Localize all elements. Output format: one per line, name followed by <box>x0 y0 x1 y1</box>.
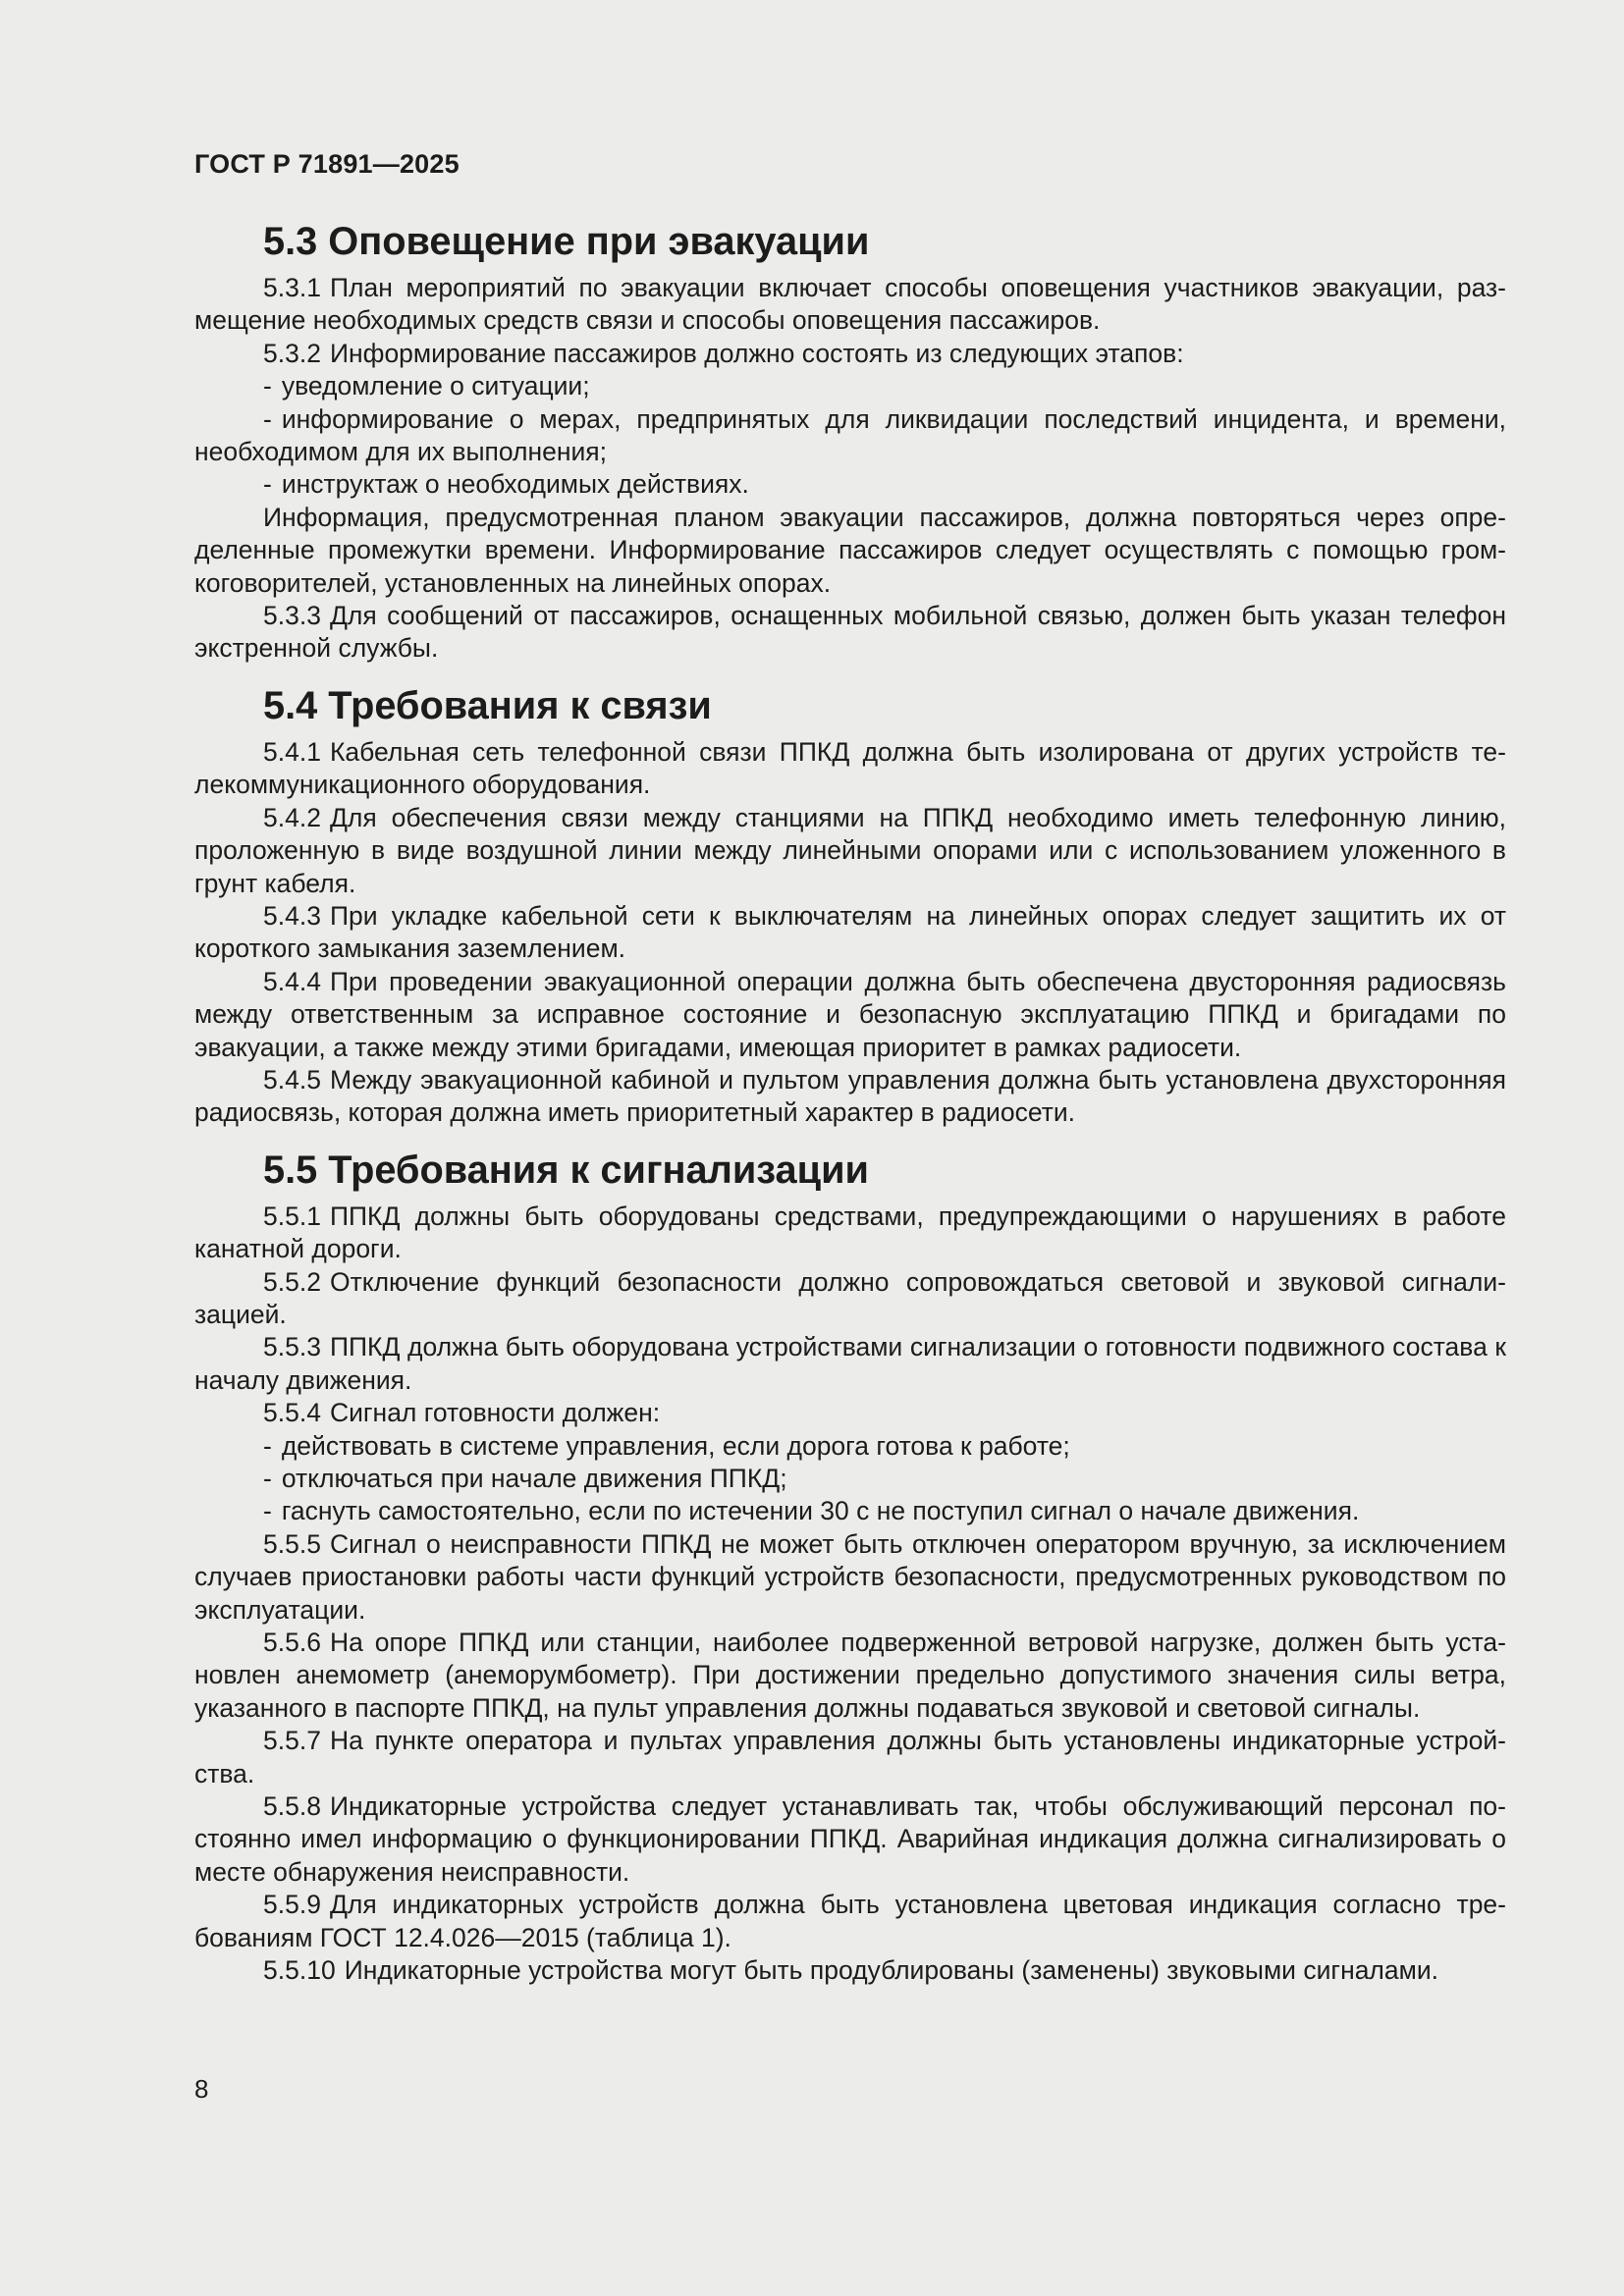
section-heading: 5.4 Требования к связи <box>263 683 712 727</box>
paragraph <box>194 1790 1506 1889</box>
list-item-text: уведомление о ситуации; <box>281 371 590 401</box>
clause-number: 5.5.9 <box>263 1890 321 1920</box>
clause-number: 5.5.10 <box>263 1955 336 1986</box>
list-item-text: отключаться при начале движения ППКД; <box>281 1464 787 1493</box>
section-heading: 5.5 Требования к сигнализации <box>263 1148 869 1192</box>
paragraph-text: На опоре ППКД или станции, наиболее подверженной ветровой нагрузке, должен быть установлен анемометр (анеморумбометр). При достижении предельно допустимого значения силы ветра, указанного в паспорте ППКД, на пульт управления должны подаваться звуковой и световой сигналы. <box>194 1628 1506 1723</box>
list-item-text: гаснуть самостоятельно, если по истечении 30 с не поступил сигнал о начале движения. <box>281 1496 1360 1526</box>
paragraph <box>194 1266 1506 1332</box>
clause-number: 5.5.8 <box>263 1791 321 1822</box>
paragraph <box>194 1331 1506 1397</box>
paragraph <box>194 1064 1506 1130</box>
paragraph-text: При укладке кабельной сети к выключателям на линейных опорах следует защитить их от короткого замыкания заземлением. <box>194 900 1506 964</box>
list-item-text: инструктаж о необходимых действиях. <box>281 469 749 500</box>
paragraph-text: План мероприятий по эвакуации включает способы оповещения участников эвакуации, размещение необходимых средств связи и способы оповещения пассажиров. <box>194 273 1506 336</box>
list-item-text: действовать в системе управления, если дорога готова к работе; <box>281 1430 1070 1461</box>
paragraph-text: Сигнал о неисправности ППКД не может быть отключен оператором вручную, за исключением случаев приостановки работы части функций устройств безопасности, предусмотренных руководством по эксплуатации. <box>194 1528 1506 1625</box>
list-dash: - <box>263 403 272 434</box>
paragraph-text: При проведении эвакуационной операции должна быть обеспечена двусторонняя радиосвязь между ответственным за исправное состояние и безопасную эксплуатацию ППКД и бригадами по эвакуации, а также между этими бригадами, имеющая приоритет в рамках радиосети. <box>194 966 1506 1062</box>
paragraph <box>194 900 1506 966</box>
document-id-header: ГОСТ Р 71891—2025 <box>194 149 460 179</box>
list-dash: - <box>263 1430 272 1461</box>
paragraph-text: Индикаторные устройства могут быть продублированы (заменены) звуковыми сигналами. <box>344 1955 1439 1986</box>
list-dash: - <box>263 469 272 500</box>
paragraph-text: Для сообщений от пассажиров, оснащенных мобильной связью, должен быть указан телефон экстренной службы. <box>194 601 1506 664</box>
paragraph <box>194 1954 1506 1987</box>
paragraph-text: Для обеспечения связи между станциями на ППКД необходимо иметь телефонную линию, проложенную в виде воздушной линии между линейными опорами или с использованием уложенного в грунт кабеля. <box>194 802 1506 898</box>
section-5-4 <box>194 683 1506 1130</box>
paragraph-text: Кабельная сеть телефонной связи ППКД должна быть изолирована от других устройств телекоммуникационного оборудования. <box>194 736 1506 800</box>
paragraph-text: ППКД должна быть оборудована устройствами сигнализации о готовности подвижного состава к началу движения. <box>194 1332 1506 1395</box>
clause-number: 5.4.4 <box>263 966 321 996</box>
document-body <box>194 220 1506 1988</box>
paragraph <box>194 1889 1506 1954</box>
clause-number: 5.5.7 <box>263 1726 321 1756</box>
paragraph <box>194 502 1506 600</box>
paragraph <box>194 1201 1506 1266</box>
paragraph <box>194 802 1506 900</box>
paragraph-text: Информация, предусмотренная планом эвакуации пассажиров, должна повторяться через определенные промежутки времени. Информирование пассажиров следует осуществлять с помощью громкоговорителей, установленных на линейных опорах. <box>194 502 1506 598</box>
list-item <box>194 1463 1506 1495</box>
list-item <box>194 1495 1506 1527</box>
paragraph-text: Отключение функций безопасности должно сопровождаться световой и звуковой сигнализацией. <box>194 1266 1506 1329</box>
list-item-text: информирование о мерах, предпринятых для ликвидации последствий инцидента, и времени, необходимом для их выполнения; <box>194 403 1506 467</box>
paragraph-text: Для индикаторных устройств должна быть установлена цветовая индикация согласно требованиям ГОСТ 12.4.026—2015 (таблица 1). <box>194 1890 1506 1952</box>
paragraph <box>194 600 1506 666</box>
section-heading: 5.3 Оповещение при эвакуации <box>263 220 870 263</box>
paragraph <box>194 1627 1506 1725</box>
paragraph-text: Сигнал готовности должен: <box>329 1398 661 1428</box>
paragraph <box>194 1725 1506 1790</box>
paragraph-text: ППКД должны быть оборудованы средствами, предупреждающими о нарушениях в работе канатной дороги. <box>194 1201 1506 1264</box>
paragraph-text: Информирование пассажиров должно состоять из следующих этапов: <box>329 338 1184 368</box>
clause-number: 5.3.3 <box>263 601 321 631</box>
page-number: 8 <box>194 2074 209 2104</box>
clause-number: 5.3.2 <box>263 338 321 368</box>
list-item <box>194 468 1506 501</box>
clause-number: 5.4.2 <box>263 802 321 832</box>
clause-number: 5.4.5 <box>263 1064 321 1095</box>
list-dash: - <box>263 1496 272 1526</box>
paragraph-text: Индикаторные устройства следует устанавливать так, чтобы обслуживающий персонал постоянно имел информацию о функционировании ППКД. Аварийная индикация должна сигнализировать о месте обнаружения неисправности. <box>194 1791 1506 1887</box>
list-item <box>194 370 1506 402</box>
list-item <box>194 403 1506 469</box>
paragraph <box>194 966 1506 1064</box>
clause-number: 5.5.3 <box>263 1332 321 1362</box>
list-dash: - <box>263 1464 272 1493</box>
paragraph-text: Между эвакуационной кабиной и пультом управления должна быть установлена двухсторонняя радиосвязь, которая должна иметь приоритетный характер в радиосети. <box>194 1064 1506 1128</box>
clause-number: 5.5.5 <box>263 1528 321 1559</box>
clause-number: 5.5.2 <box>263 1266 321 1297</box>
clause-number: 5.5.6 <box>263 1628 321 1658</box>
paragraph <box>194 736 1506 802</box>
paragraph <box>194 1397 1506 1429</box>
list-item <box>194 1430 1506 1463</box>
clause-number: 5.5.1 <box>263 1201 321 1231</box>
paragraph-text: На пункте оператора и пультах управления должны быть установлены индикаторные устройства. <box>194 1726 1506 1789</box>
list-dash: - <box>263 371 272 401</box>
clause-number: 5.3.1 <box>263 273 321 302</box>
section-5-3 <box>194 220 1506 666</box>
clause-number: 5.4.1 <box>263 736 321 767</box>
paragraph <box>194 338 1506 370</box>
section-5-5 <box>194 1148 1506 1988</box>
paragraph <box>194 1528 1506 1627</box>
paragraph <box>194 272 1506 338</box>
clause-number: 5.5.4 <box>263 1398 321 1428</box>
clause-number: 5.4.3 <box>263 900 321 931</box>
